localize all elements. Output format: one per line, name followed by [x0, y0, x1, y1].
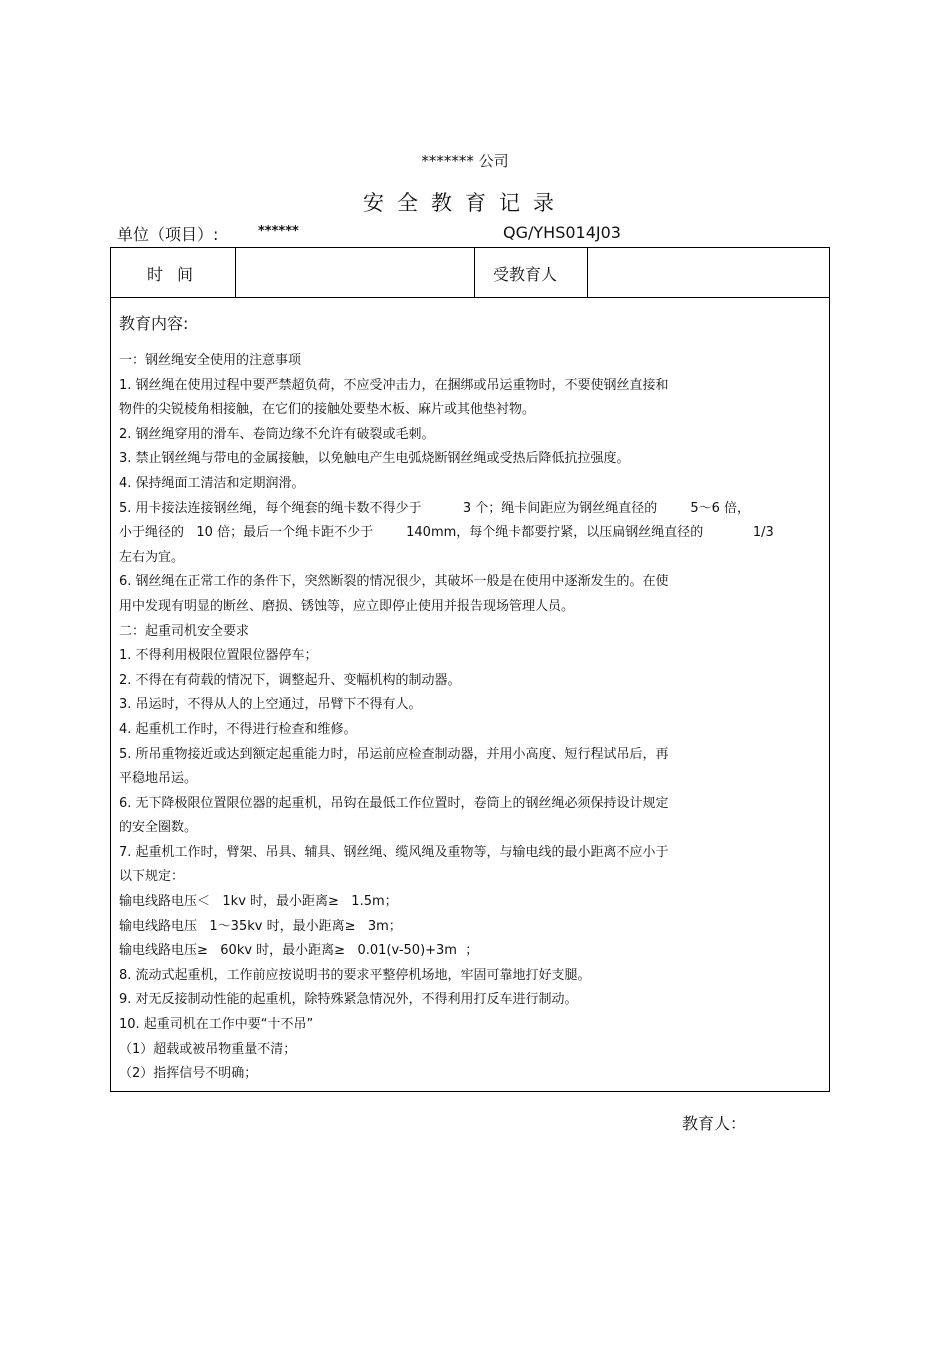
content-line: 3. 吊运时，不得从人的上空通过，吊臂下不得有人。 [119, 697, 422, 713]
education-content [119, 311, 825, 1087]
content-line: 输电线路电压 1～35kv 时，最小距离≥ 3m； [119, 918, 402, 934]
content-line: 以下规定： [119, 869, 185, 885]
content-line: （1）超载或被吊物重量不清； [119, 1041, 297, 1057]
content-line: 4. 起重机工作时，不得进行检查和维修。 [119, 721, 357, 737]
content-heading: 教育内容: [119, 314, 189, 333]
content-line: 2. 钢丝绳穿用的滑车、卷筒边缘不允许有破裂或毛刺。 [119, 426, 435, 442]
content-line: 8. 流动式起重机，工作前应按说明书的要求平整停机场地，牢固可靠地打好支腿。 [119, 967, 591, 983]
education-record-table [110, 247, 830, 1092]
unit-label: 单位（项目）: [117, 225, 219, 244]
content-line: 6. 钢丝绳在正常工作的条件下，突然断裂的情况很少，其破坏一般是在使用中逐渐发生的。在使 [119, 574, 669, 590]
content-line: 4. 保持绳面工清洁和定期润滑。 [119, 475, 305, 491]
content-line: 5. 所吊重物接近或达到额定起重能力时，吊运前应检查制动器，并用小高度、短行程试吊后，再 [119, 746, 669, 762]
content-line: 左右为宜。 [119, 549, 185, 565]
company-name: ******* 公司 [421, 152, 509, 170]
content-line: 输电线路电压＜ 1kv 时，最小距离≥ 1.5m； [119, 894, 398, 910]
content-line: 输电线路电压≥ 60kv 时，最小距离≥ 0.01(v-50)+3m ； [119, 943, 479, 959]
content-line: 1. 钢丝绳在使用过程中要严禁超负荷，不应受冲击力，在捆绑或吊运重物时，不要使钢丝直接和 [119, 377, 669, 393]
content-line: 一：钢丝绳安全使用的注意事项 [119, 353, 302, 368]
content-line: （2）指挥信号不明确； [119, 1066, 258, 1082]
trainee-label: 受教育人 [493, 265, 558, 284]
content-line: 2. 不得在有荷载的情况下，调整起升、变幅机构的制动器。 [119, 672, 461, 688]
content-line: 10. 起重司机在工作中要“十不吊” [119, 1017, 314, 1033]
content-line: 7. 起重机工作时，臂架、吊具、辅具、钢丝绳、缆风绳及重物等，与输电线的最小距离不应小于 [119, 844, 669, 860]
educator-label: 教育人： [682, 1114, 747, 1133]
table-divider [235, 248, 236, 297]
content-line: 的安全圈数。 [119, 820, 198, 836]
content-line: 小于绳径的 10 倍；最后一个绳卡距不少于 140mm，每个绳卡都要拧紧，以压扁钢丝绳直径的 1/3 [119, 525, 774, 541]
time-label: 时间 [147, 265, 208, 284]
content-line: 5. 用卡接法连接钢丝绳，每个绳套的绳卡数不得少于 3 个；绳卡间距应为钢丝绳直径的 5～6 倍， [119, 500, 750, 516]
content-line: 6. 无下降极限位置限位器的起重机，吊钩在最低工作位置时，卷筒上的钢丝绳必须保持设计规定 [119, 795, 669, 811]
content-line: 1. 不得利用极限位置限位器停车； [119, 648, 318, 664]
content-line: 物件的尖锐棱角相接触，在它们的接触处要垫木板、麻片或其他垫衬物。 [119, 402, 536, 418]
unit-value: ****** [258, 224, 299, 239]
table-divider [587, 248, 588, 297]
table-divider [474, 248, 475, 297]
content-line: 用中发现有明显的断丝、磨损、锈蚀等，应立即停止使用并报告现场管理人员。 [119, 598, 575, 614]
content-line: 平稳地吊运。 [119, 771, 198, 787]
content-line: 9. 对无反接制动性能的起重机，除特殊紧急情况外，不得利用打反车进行制动。 [119, 992, 578, 1008]
document-title: 安全教育记录 [363, 191, 567, 215]
document-code: QG/YHS014J03 [503, 223, 621, 242]
content-line: 3. 禁止钢丝绳与带电的金属接触，以免触电产生电弧烧断钢丝绳或受热后降低抗拉强度。 [119, 451, 630, 467]
content-line: 二：起重司机安全要求 [119, 623, 250, 639]
table-row-divider [111, 297, 829, 298]
